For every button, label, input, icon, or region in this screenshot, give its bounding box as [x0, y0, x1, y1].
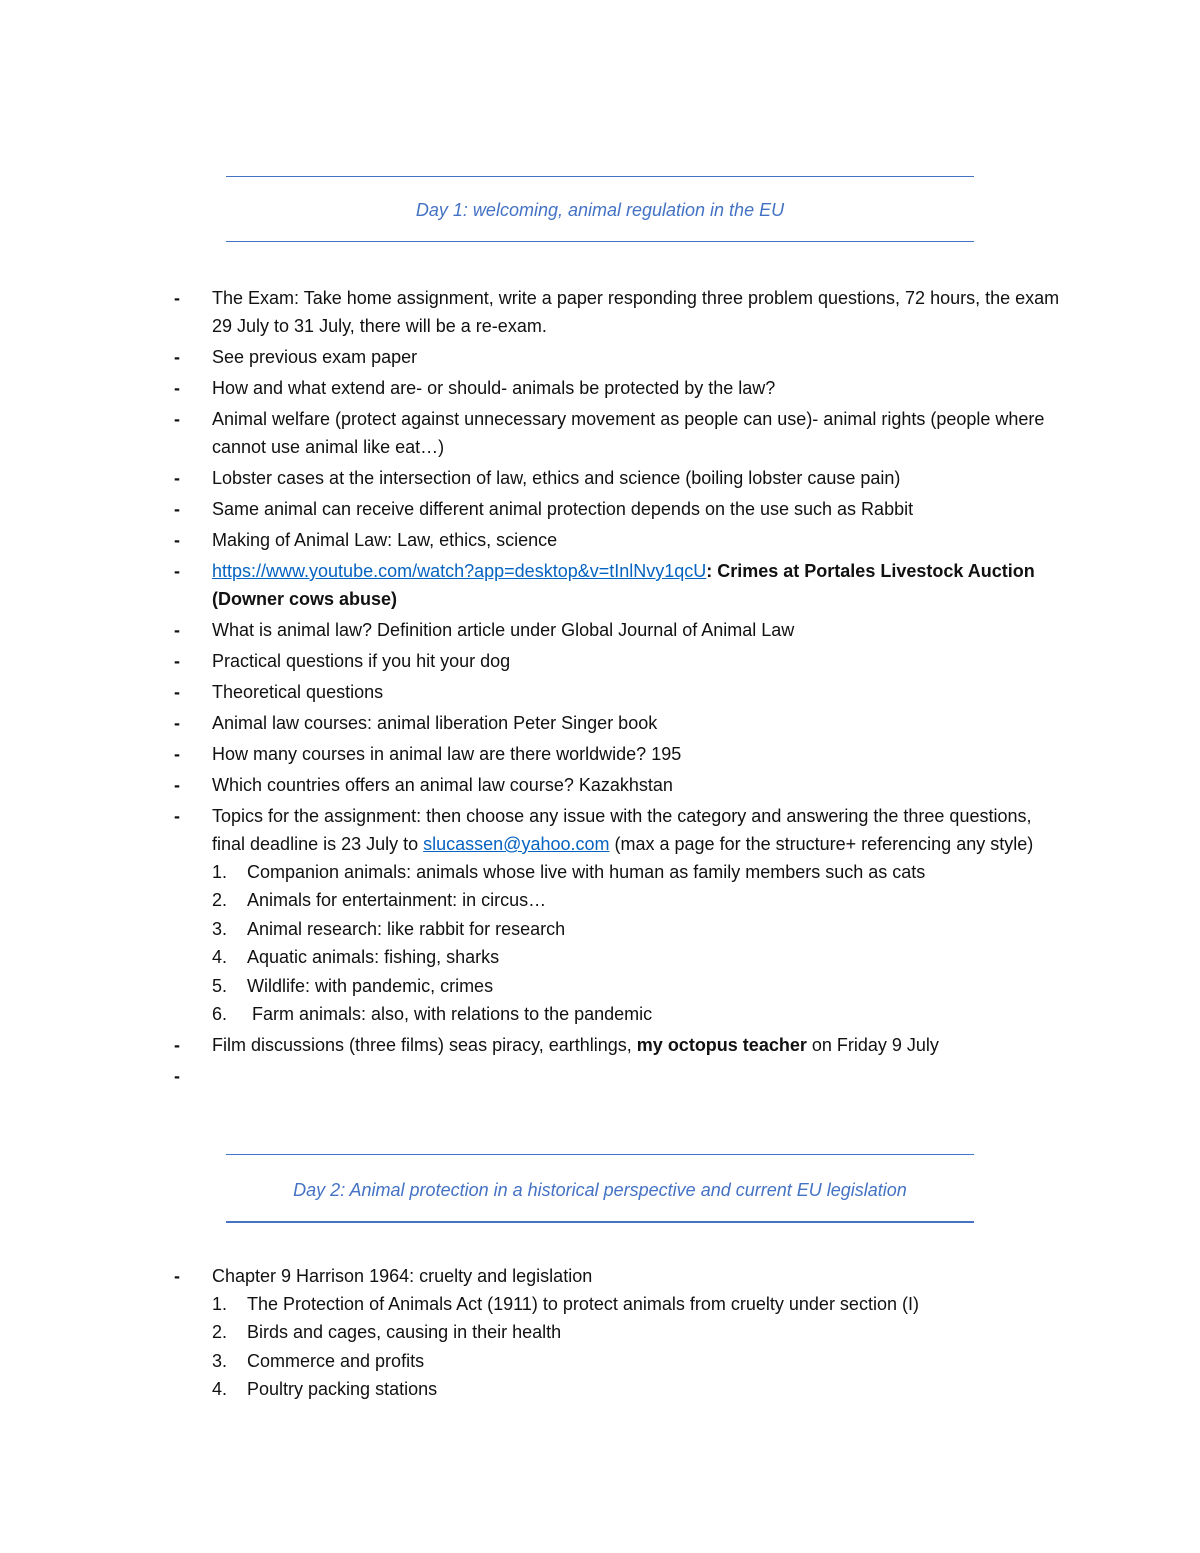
bullet-text: Film discussions (three films) seas piracy, earthlings,: [212, 1035, 637, 1056]
list-item: [168, 374, 1068, 402]
item-number: 3.: [212, 1350, 228, 1371]
bullet-text: Theoretical questions: [212, 682, 384, 702]
dash-bullet: -: [174, 561, 180, 581]
item-number: 5.: [212, 975, 228, 996]
list-item: [168, 464, 1068, 492]
item-text: Commerce and profits: [247, 1350, 425, 1371]
bullet-text: Animal welfare (protect against unnecessary movement as people can use)- animal rights (people where cannot use animal like eat…): [212, 409, 1045, 457]
bullet-text: Making of Animal Law: Law, ethics, science: [212, 530, 558, 550]
numbered-item: [212, 1318, 1068, 1346]
item-number: 6.: [212, 1004, 228, 1025]
dash-bullet: -: [174, 744, 180, 764]
bullet-text: The Exam: Take home assignment, write a paper responding three problem questions, 72 hours, the exam 29 July to 31 July, there will be a re-exam.: [212, 288, 1060, 336]
item-text: Animals for entertainment: in circus…: [247, 890, 547, 911]
heading-rule-bottom: [226, 241, 974, 242]
bullet-text: What is animal law? Definition article under Global Journal of Animal Law: [212, 620, 795, 640]
list-item: [168, 771, 1068, 799]
day1-bullet-list: [168, 284, 1068, 1093]
bullet-text: How many courses in animal law are there worldwide? 195: [212, 744, 682, 764]
dash-bullet: -: [174, 347, 180, 367]
numbered-item: [212, 1347, 1068, 1375]
numbered-item: [212, 972, 1068, 1000]
item-text: Poultry packing stations: [247, 1379, 438, 1400]
list-item: [168, 1262, 1068, 1404]
bullet-text: Lobster cases at the intersection of law, ethics and science (boiling lobster cause pain): [212, 468, 901, 488]
bullet-text: Chapter 9 Harrison 1964: cruelty and legislation: [212, 1266, 593, 1286]
bullet-text: Animal law courses: animal liberation Peter Singer book: [212, 713, 658, 733]
email-link[interactable]: slucassen@yahoo.com: [423, 834, 610, 854]
item-text: Birds and cages, causing in their health: [247, 1322, 562, 1343]
bullet-text: Practical questions if you hit your dog: [212, 651, 511, 671]
topics-numbered-list: [212, 858, 1068, 1028]
day1-heading: Day 1: welcoming, animal regulation in the EU: [415, 200, 785, 220]
numbered-item: [212, 915, 1068, 943]
item-number: 1.: [212, 1294, 228, 1314]
video-title: : Crimes at Portales Livestock Auction (Downer cows abuse): [212, 561, 1035, 609]
film-title: my octopus teacher: [636, 1035, 807, 1056]
numbered-item: [212, 858, 1068, 886]
bullet-text: on Friday 9 July: [806, 1035, 939, 1056]
list-item: [168, 284, 1068, 340]
dash-bullet: -: [174, 409, 180, 429]
dash-bullet: -: [174, 1066, 180, 1087]
dash-bullet: -: [174, 713, 180, 733]
bullet-text: See previous exam paper: [212, 347, 418, 367]
numbered-item: [212, 886, 1068, 914]
heading-rule-top: [226, 1154, 974, 1155]
numbered-item: [212, 943, 1068, 971]
dash-bullet: -: [174, 468, 180, 488]
bullet-text: Same animal can receive different animal protection depends on the use such as Rabbit: [212, 499, 914, 519]
item-text: The Protection of Animals Act (1911) to protect animals from cruelty under section (I): [247, 1294, 919, 1314]
item-text: Aquatic animals: fishing, sharks: [247, 947, 500, 968]
item-number: 1.: [212, 862, 228, 882]
dash-bullet: -: [174, 1266, 180, 1286]
bullet-text: How and what extend are- or should- animals be protected by the law?: [212, 378, 776, 398]
bullet-text: (max a page for the structure+ referencing any style): [609, 834, 1034, 854]
dash-bullet: -: [174, 775, 180, 795]
day2-heading: Day 2: Animal protection in a historical perspective and current EU legislation: [293, 1180, 907, 1200]
list-item: [168, 740, 1068, 768]
item-number: 4.: [212, 1379, 228, 1400]
day1-heading-block: [226, 176, 974, 242]
list-item: [168, 616, 1068, 644]
list-item: [168, 802, 1068, 1028]
list-item: [168, 647, 1068, 675]
dash-bullet: -: [174, 651, 180, 671]
numbered-item: [212, 1290, 1068, 1318]
list-item: [168, 405, 1068, 461]
dash-bullet: -: [174, 499, 180, 519]
dash-bullet: -: [174, 806, 180, 826]
dash-bullet: -: [174, 378, 180, 398]
numbered-item: [212, 1375, 1068, 1403]
dash-bullet: -: [174, 288, 180, 308]
item-text: Farm animals: also, with relations to the pandemic: [247, 1004, 653, 1025]
dash-bullet: -: [174, 530, 180, 550]
list-item: [168, 709, 1068, 737]
list-item: [168, 526, 1068, 554]
item-text: Wildlife: with pandemic, crimes: [247, 975, 494, 996]
bullet-text: Which countries offers an animal law course? Kazakhstan: [212, 775, 673, 795]
item-text: Animal research: like rabbit for research: [247, 918, 566, 939]
item-number: 4.: [212, 947, 228, 968]
youtube-link[interactable]: https://www.youtube.com/watch?app=desktop&v=tInlNvy1qcU: [212, 561, 707, 581]
list-item: [168, 678, 1068, 706]
heading-rule-top: [226, 176, 974, 177]
day2-bullet-list: [168, 1262, 1068, 1407]
dash-bullet: -: [174, 1035, 180, 1056]
dash-bullet: -: [174, 682, 180, 702]
dash-bullet: -: [174, 620, 180, 640]
list-item: [168, 557, 1068, 613]
numbered-item: [212, 1000, 1068, 1028]
item-number: 2.: [212, 890, 228, 911]
heading-rule-bottom: [226, 1221, 974, 1223]
day2-heading-block: [226, 1154, 974, 1223]
list-item: [168, 1031, 1068, 1059]
item-number: 2.: [212, 1322, 228, 1343]
item-number: 3.: [212, 918, 228, 939]
list-item: [168, 495, 1068, 523]
list-item-empty: [168, 1062, 1068, 1090]
item-text: Companion animals: animals whose live with human as family members such as cats: [247, 862, 926, 882]
list-item: [168, 343, 1068, 371]
points-numbered-list: [212, 1290, 1068, 1404]
bullet-text: Topics for the assignment: then choose any issue with the category and answering the three questions, final deadline is 23 July to: [212, 806, 1032, 854]
